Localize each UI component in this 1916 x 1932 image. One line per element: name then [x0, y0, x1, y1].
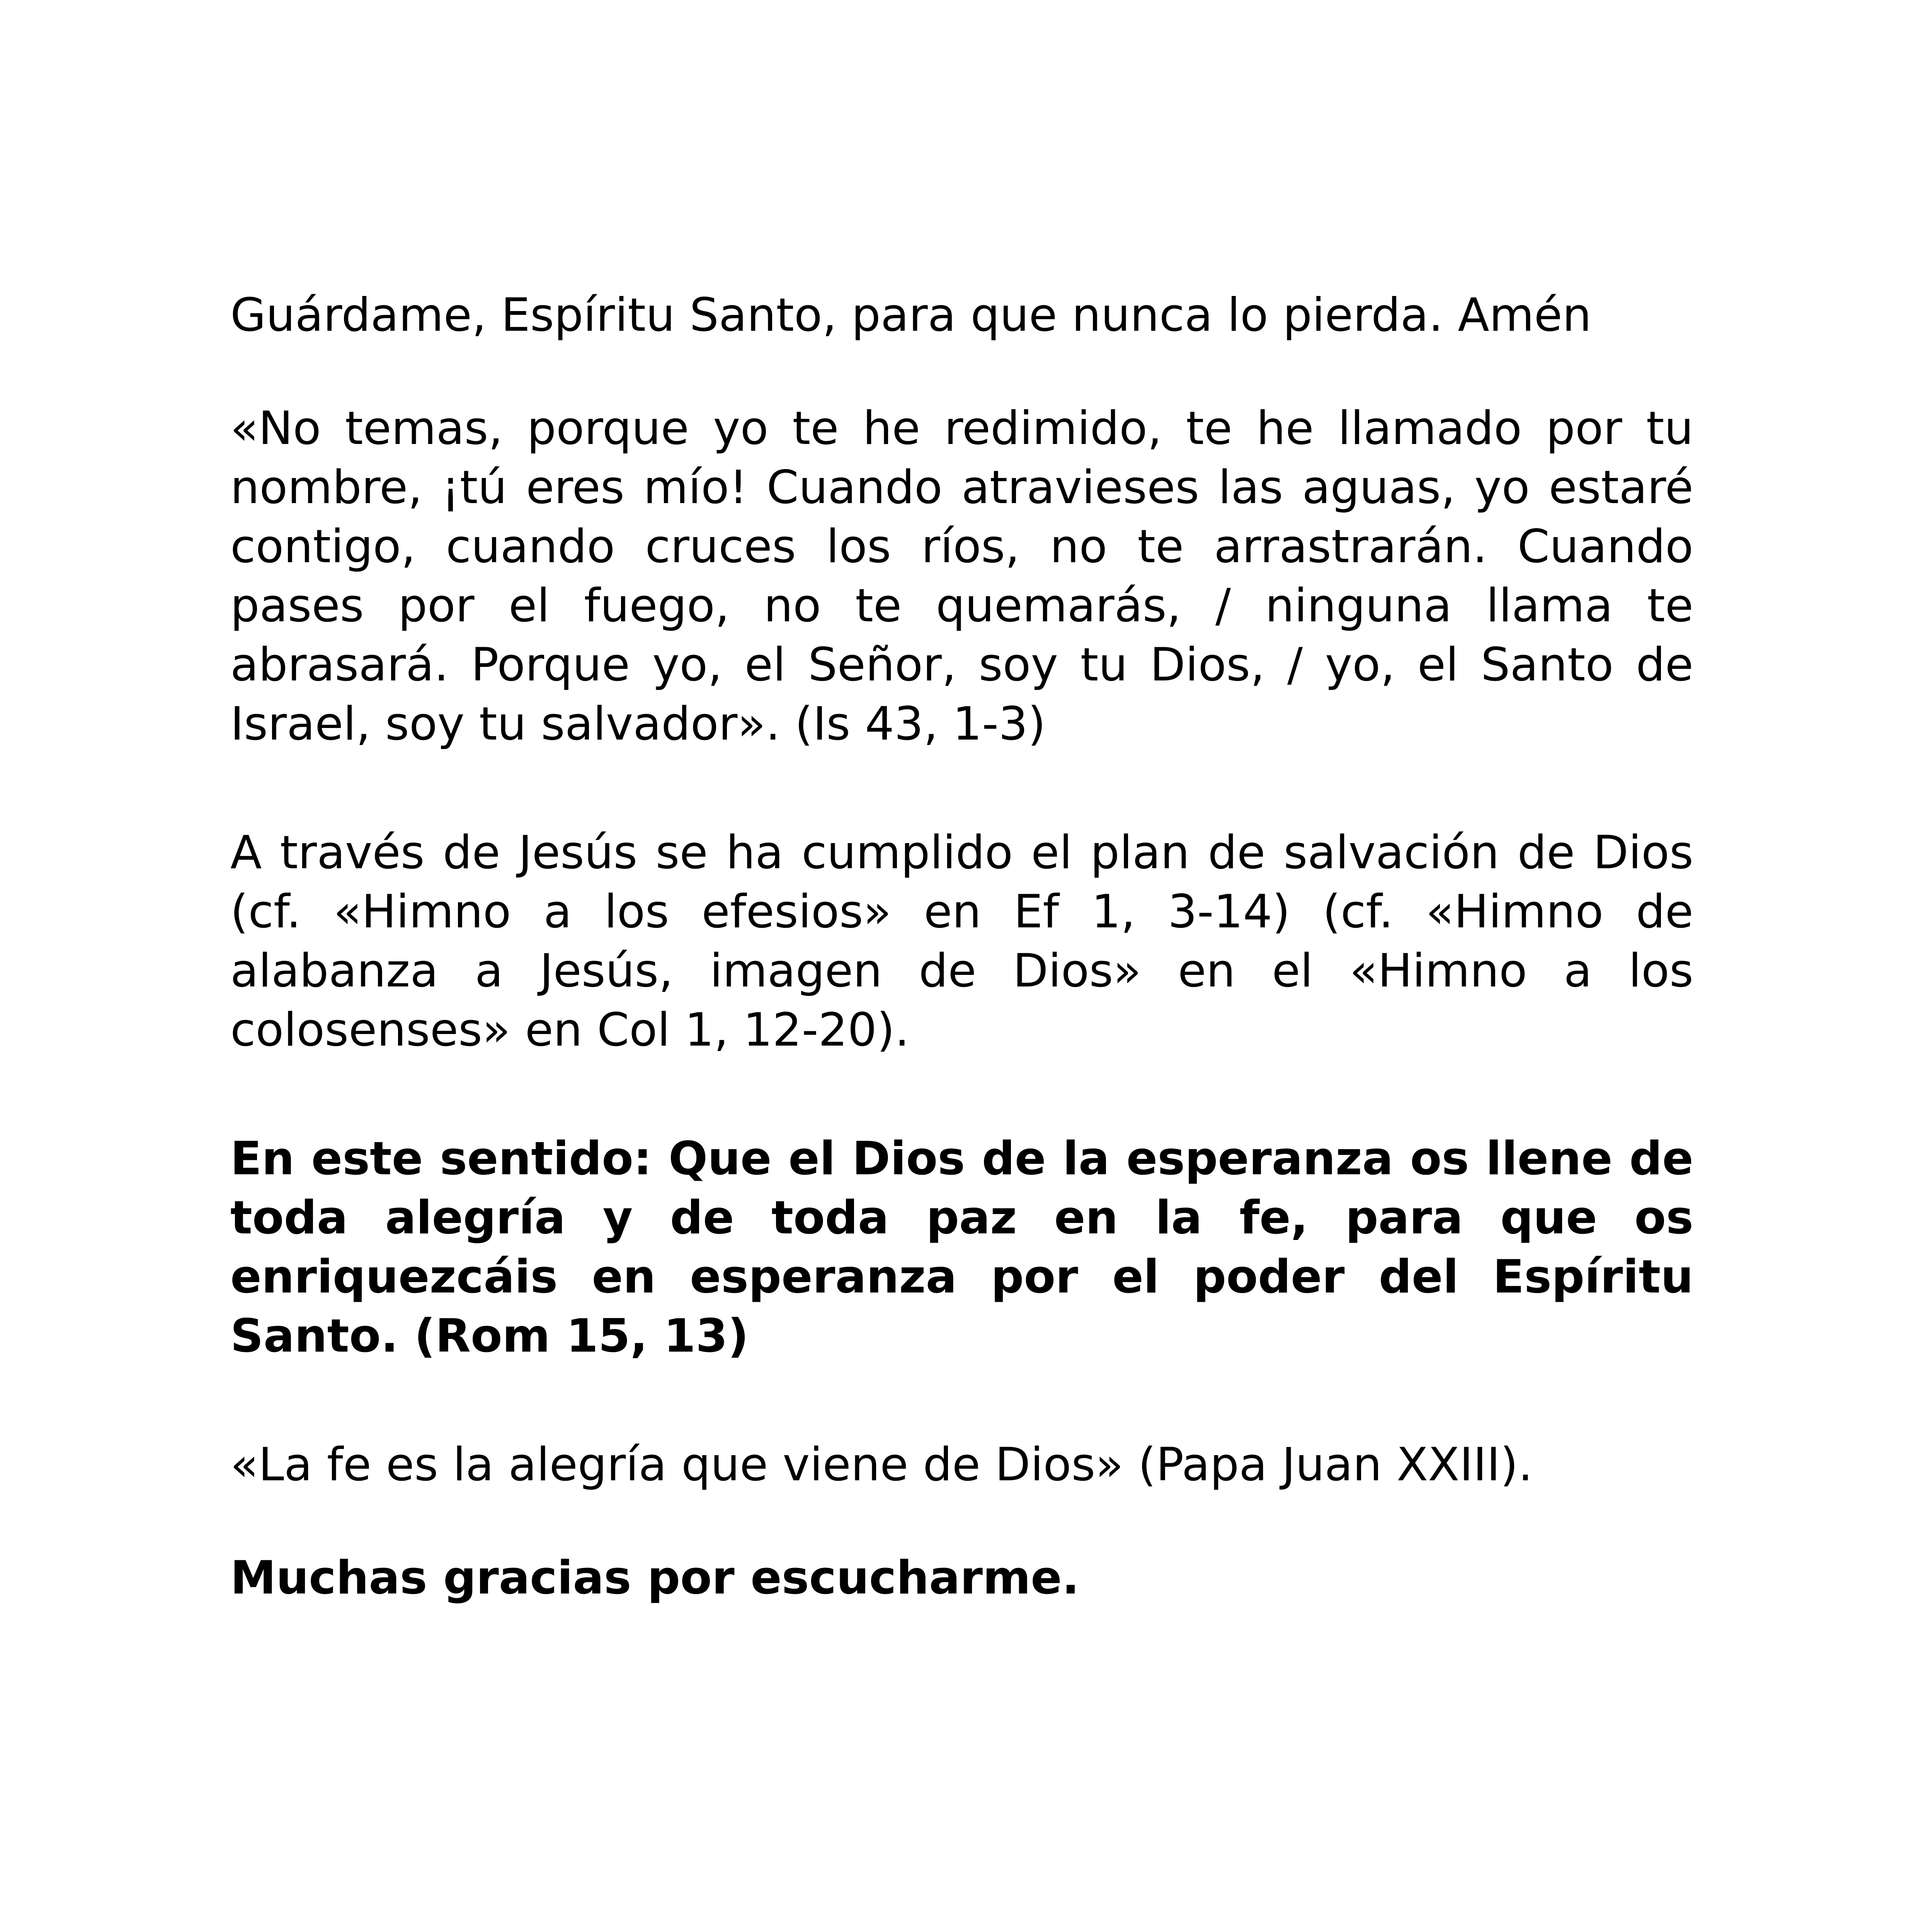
isaiah-quote-paragraph: «No temas, porque yo te he redimido, te he llamado por tu nombre, ¡tú eres mío! Cuando atravieses las aguas, yo estaré contigo, cuando cruces los ríos, no te arrastrarán. Cuando pases por el fuego, no te quemarás, / ninguna llama te abrasará. Porque yo, el Señor, soy tu Dios, / yo, el Santo de Israel, soy tu salvador». (Is 43, 1-3)	[230, 402, 1693, 751]
salvation-plan-paragraph: A través de Jesús se ha cumplido el plan de salvación de Dios (cf. «Himno a los efesios» en Ef 1, 3-14) (cf. «Himno de alabanza a Jesús, imagen de Dios» en el «Himno a los colosenses» en Col 1, 12-20).	[230, 826, 1693, 1057]
pope-john-quote: «La fe es la alegría que viene de Dios» (Papa Juan XXIII).	[230, 1438, 1533, 1492]
closing-prayer-line: Guárdame, Espíritu Santo, para que nunca lo pierda. Amén	[230, 289, 1592, 342]
page-body	[230, 286, 1693, 1608]
thanks-closing-line: Muchas gracias por escucharme.	[230, 1551, 1080, 1605]
romans-blessing-paragraph: En este sentido: Que el Dios de la esperanza os llene de toda alegría y de toda paz en la fe, para que os enriquezcáis en esperanza por el poder del Espíritu Santo. (Rom 15, 13)	[230, 1132, 1693, 1363]
